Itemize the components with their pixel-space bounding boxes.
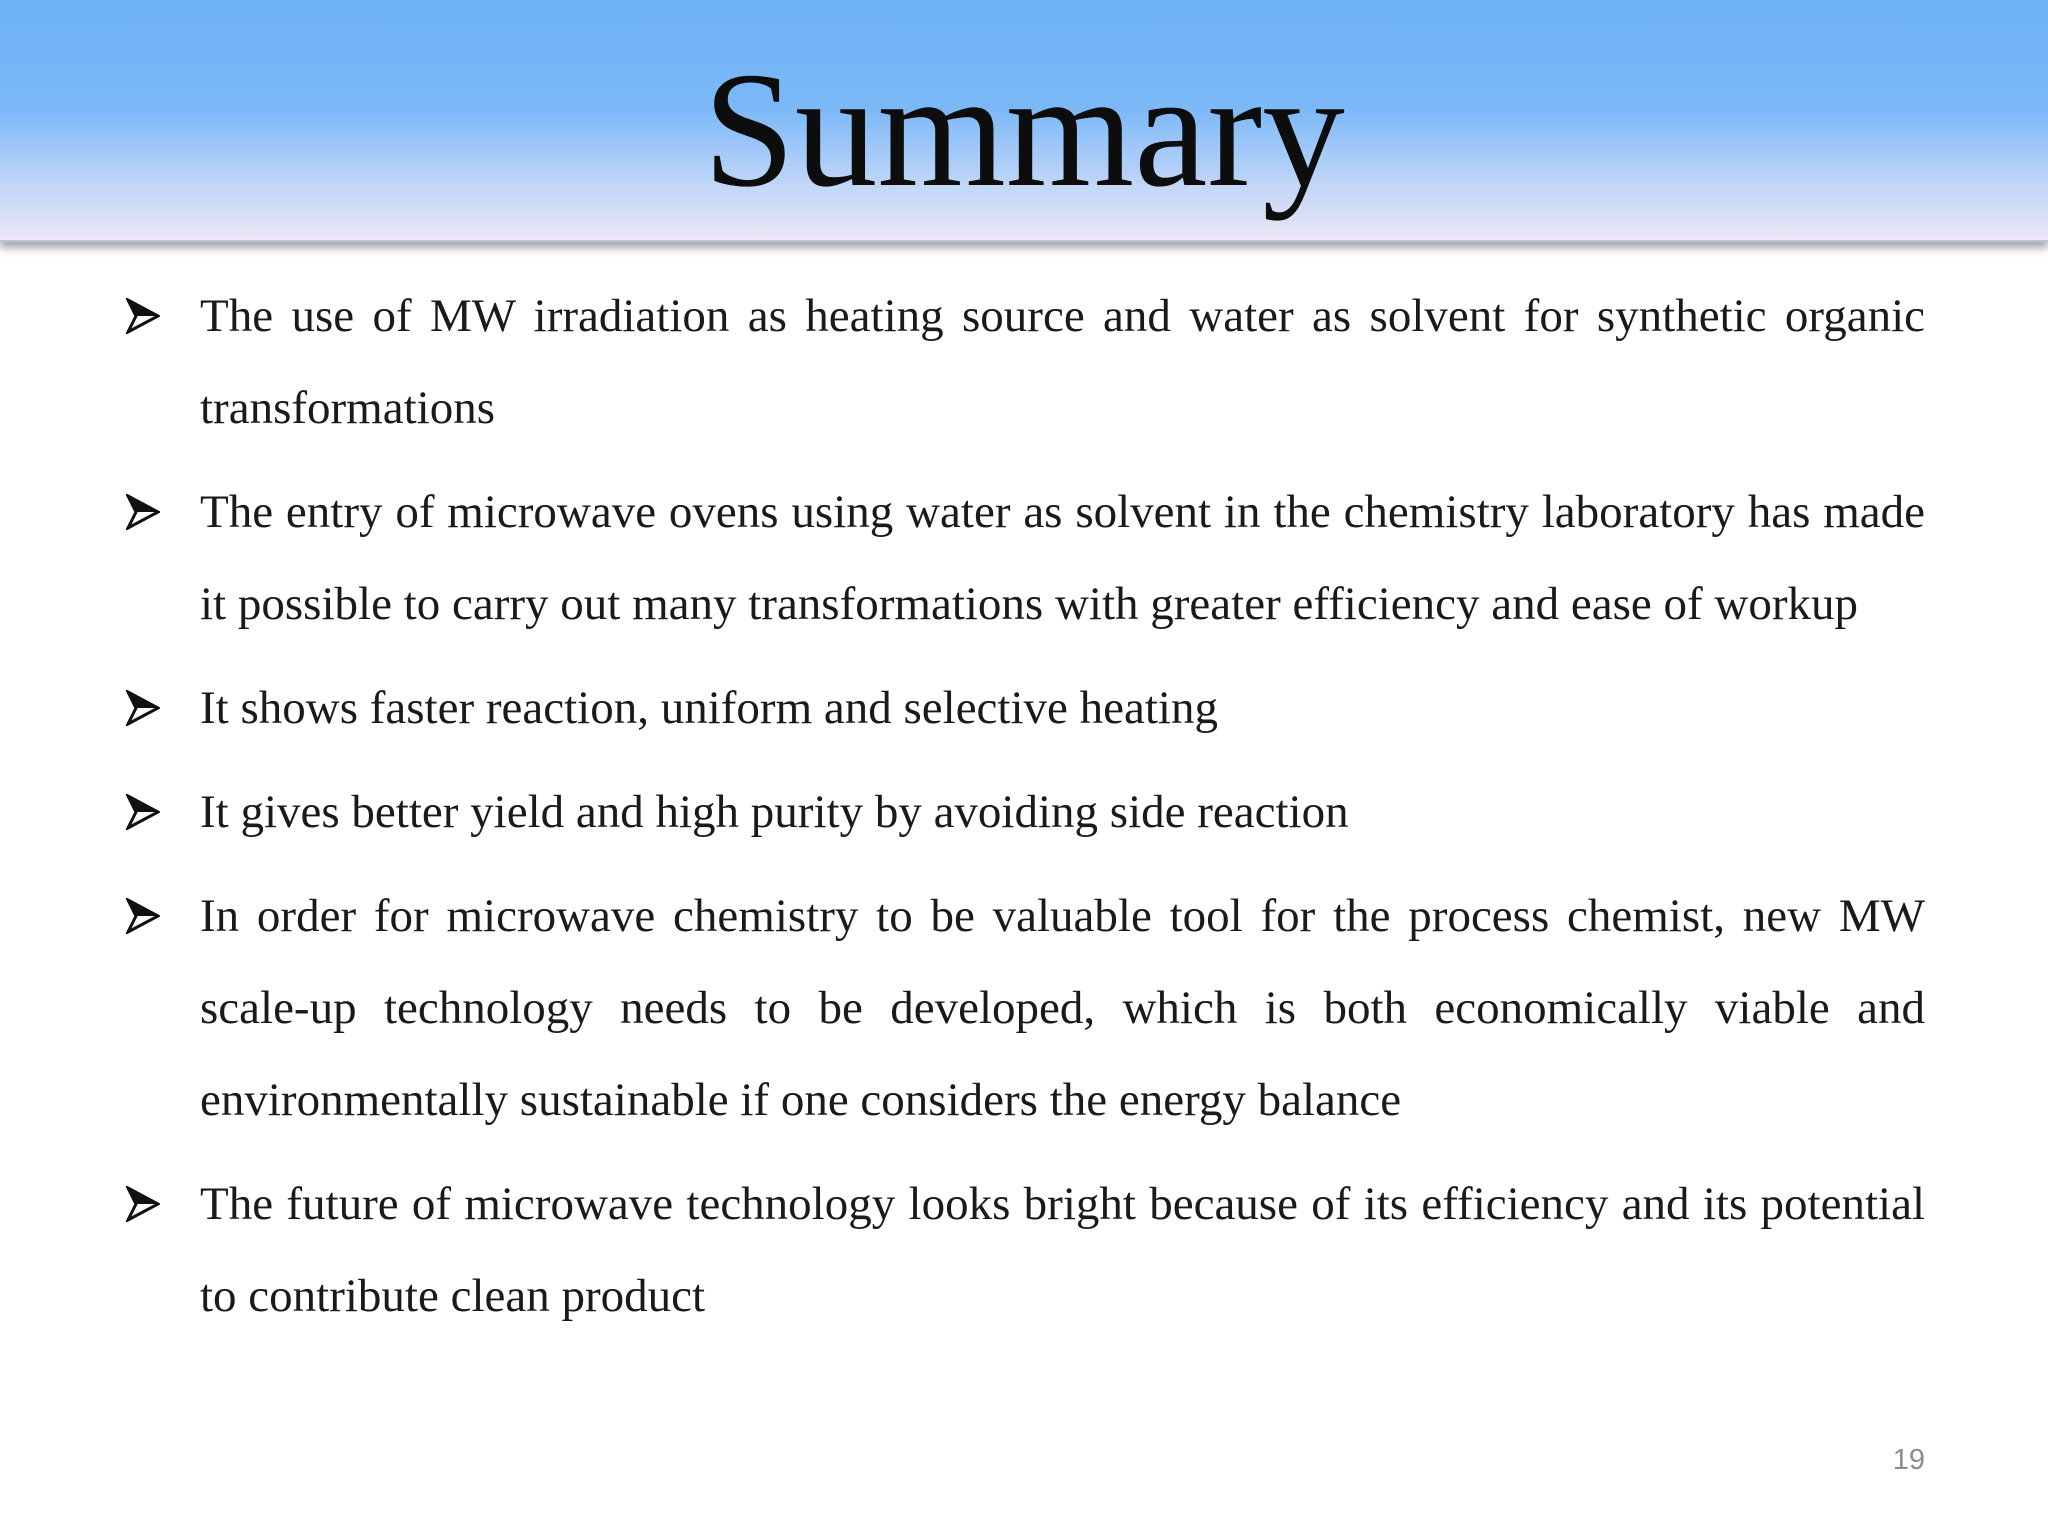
bullet-text: In order for microwave chemistry to be valuable tool for the process chemist, new MW scale-up technology needs to be developed, which is both economically viable and environmentally sustainable if one considers the energy balance bbox=[200, 890, 1925, 1126]
bullet-item bbox=[120, 270, 1925, 454]
bullet-text: It shows faster reaction, uniform and selective heating bbox=[200, 682, 1218, 734]
arrowhead-bullet-icon bbox=[126, 794, 160, 830]
bullet-item bbox=[120, 766, 1925, 858]
bullet-item bbox=[120, 466, 1925, 650]
bullet-item bbox=[120, 870, 1925, 1146]
arrowhead-bullet-icon bbox=[126, 690, 160, 726]
bullet-list bbox=[120, 270, 1925, 1354]
arrowhead-bullet-icon bbox=[126, 1186, 160, 1222]
slide-title: Summary bbox=[703, 38, 1345, 221]
bullet-text: The future of microwave technology looks bright because of its efficiency and its potential to contribute clean product bbox=[200, 1178, 1925, 1322]
arrowhead-bullet-icon bbox=[126, 898, 160, 934]
bullet-text: The entry of microwave ovens using water as solvent in the chemistry laboratory has made it possible to carry out many transformations with greater efficiency and ease of workup bbox=[200, 486, 1925, 630]
bullet-text: The use of MW irradiation as heating source and water as solvent for synthetic organic transformations bbox=[200, 290, 1925, 434]
bullet-item bbox=[120, 662, 1925, 754]
bullet-text: It gives better yield and high purity by avoiding side reaction bbox=[200, 786, 1349, 838]
page-number: 19 bbox=[1892, 1444, 1925, 1476]
bullet-item bbox=[120, 1158, 1925, 1342]
arrowhead-bullet-icon bbox=[126, 298, 160, 334]
title-banner bbox=[0, 0, 2048, 242]
arrowhead-bullet-icon bbox=[126, 494, 160, 530]
